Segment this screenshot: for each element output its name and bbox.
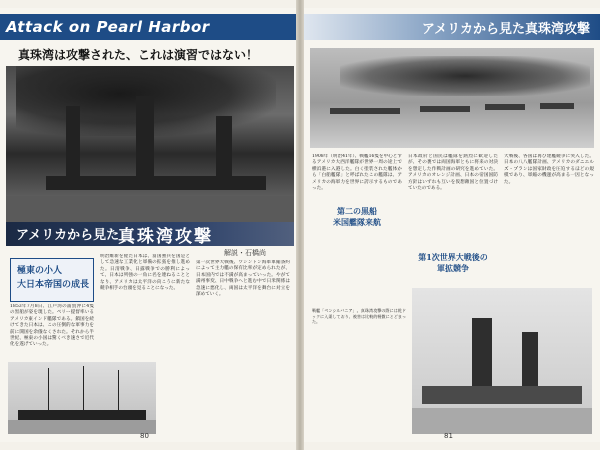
ship-hull (422, 386, 582, 404)
headline: 真珠湾は攻撃された、これは演習ではない！ (18, 48, 259, 62)
body-text-col1-right: 1908年（明治41年）、戦艦16隻を中心とするアメリカ大西洋艦隊が世界一周の途上で横浜港に入港した。白く塗装された艦体から「白船艦隊」と呼ばれたこの艦隊は、アメリカの海軍力を世界に誇示するものであった。 (312, 154, 402, 192)
book-gutter (296, 0, 304, 450)
subhead-1-line1: 第二の黒船 (337, 206, 377, 216)
left-page (0, 8, 296, 442)
subhead-2-line1: 第1次世界大戦後の (418, 252, 488, 262)
subhead-2 (408, 252, 498, 274)
body-text-col1: 1853年7月8日、江戸湾の浦賀沖に4隻の黒船が姿を現した。ペリー提督率いるアメリカ東インド艦隊である。鎖国を続けてきた日本は、この圧倒的な軍事力を前に開国を余儀なくされた。それから半世紀、極東の小国は驚くべき速さで近代化を遂げていった。 (10, 304, 94, 348)
page-number-left: 80 (140, 432, 149, 440)
ship-mast (136, 96, 154, 186)
series-title: Attack on Pearl Harbor (6, 18, 210, 36)
pearl-harbor-photo (6, 66, 294, 226)
warship (540, 103, 574, 109)
subhead-1 (312, 206, 402, 228)
ship-hull (46, 176, 266, 190)
fleet-photo (310, 48, 594, 148)
smoke-cloud (340, 56, 590, 96)
subhead-1-line2: 米国艦隊来航 (333, 217, 381, 227)
ship-mast (83, 366, 84, 412)
series-banner-left (0, 14, 296, 40)
section-heading-box (10, 258, 94, 302)
body-text-col3-right: 大戦後、各国は再び建艦競争に突入した。日本の八八艦隊計画、アメリカのダニエルズ・プランは国家財政を圧迫するほどの規模であり、軍縮の機運が高まる一因となった。 (504, 154, 594, 185)
ship-tower (472, 318, 492, 388)
sailing-ship-photo (8, 362, 156, 434)
main-title: 真珠湾攻撃 (118, 227, 213, 247)
subhead-2-line2: 軍拡競争 (437, 263, 469, 273)
author-credit: 解説・石橋尚 (224, 249, 266, 257)
body-text-col2: 明治維新を経た日本は、富国強兵を国是として急速な工業化と軍備の拡張を推し進めた。日清戦争、日露戦争での勝利によって、日本は列強の一角に名を連ねることとなり、アメリカは太平洋の向こうに新たな競争相手の台頭を見ることになった。 (100, 254, 190, 292)
battleship-photo (412, 288, 592, 434)
ship-hull (18, 410, 146, 420)
photo-caption: 戦艦「ペンシルバニア」。真珠湾攻撃の際には乾ドックに入渠しており、被害は比較的軽微にとどまった。 (312, 308, 406, 325)
main-title-band (6, 222, 294, 246)
ship-tower (522, 332, 538, 388)
warship (485, 104, 525, 110)
sea (8, 420, 156, 434)
sea (412, 408, 592, 434)
series-title-right: アメリカから見た真珠湾攻撃 (421, 22, 590, 37)
ship-mast (66, 106, 80, 186)
warship (330, 108, 400, 114)
section-heading-line1: 極東の小人 (17, 266, 63, 276)
warship (420, 106, 470, 112)
section-heading-line2: 大日本帝国の成長 (17, 280, 90, 290)
right-page (304, 8, 600, 442)
series-banner-right (304, 14, 600, 40)
body-text-col2-right: 日本政府と国民は艦隊を熱烈に歓迎したが、その裏では両国海軍ともに将来の対決を想定した作戦計画の研究を進めていた。アメリカのオレンジ計画、日本の帝国国防方針はいずれも互いを仮想敵国と位置づけていたのである。 (408, 154, 498, 192)
ship-mast (48, 368, 49, 412)
page-number-right: 81 (444, 432, 453, 440)
main-title-prefix: アメリカから見た (16, 228, 120, 243)
ship-mast (118, 370, 119, 412)
body-text-col3: 第一次世界大戦後、ワシントン海軍軍縮条約によって主力艦の保有比率が定められたが、日本国内では不満が高まっていった。やがて満州事変、日中戦争へと進む中で日米関係は急速に悪化し、両国は太平洋を舞台に対立を深めていく。 (196, 260, 290, 298)
